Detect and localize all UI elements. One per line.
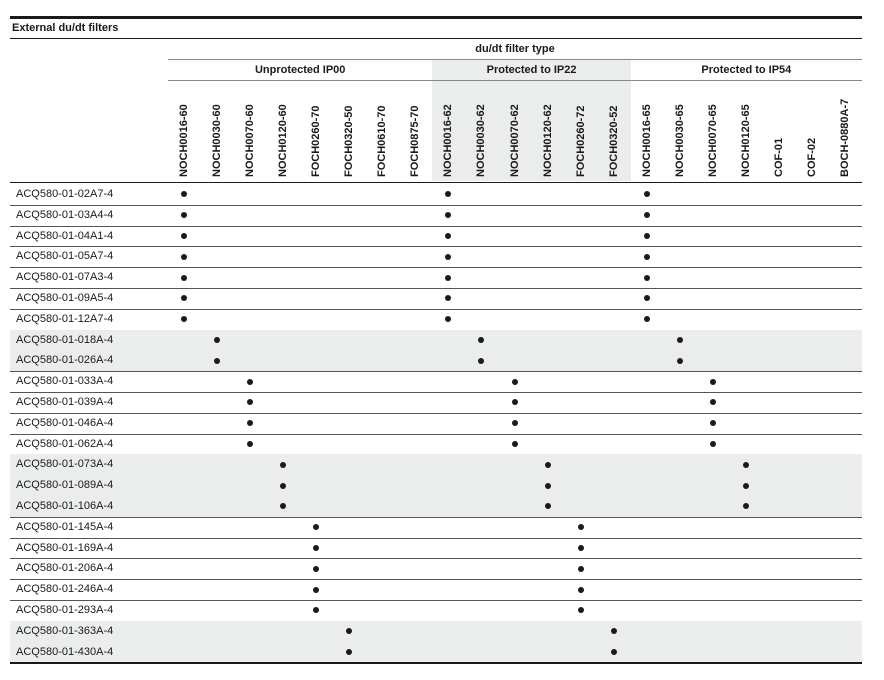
table-row [10, 434, 862, 455]
column-header-noch0070-65: NOCH0070-65 [706, 104, 719, 177]
compatibility-dot [214, 358, 220, 364]
table-row [10, 538, 862, 559]
row-label: ACQ580-01-062A-4 [16, 437, 114, 450]
row-label: ACQ580-01-03A4-4 [16, 208, 114, 221]
compatibility-dot [644, 316, 650, 322]
compatibility-dot [280, 483, 286, 489]
table-row [10, 246, 862, 267]
compatibility-dot [743, 462, 749, 468]
section-title: External du/dt filters [12, 22, 119, 34]
column-header-cof-02: COF-02 [805, 137, 818, 177]
compatibility-dot [644, 254, 650, 260]
compatibility-dot [710, 420, 716, 426]
table-row [10, 579, 862, 600]
compatibility-dot [677, 337, 683, 343]
column-header-foch0260-72: FOCH0260-72 [574, 105, 587, 177]
compatibility-dot [512, 420, 518, 426]
compatibility-dot [280, 462, 286, 468]
row-label: ACQ580-01-033A-4 [16, 375, 114, 388]
compatibility-dot [578, 545, 584, 551]
table-row [10, 350, 862, 371]
compatibility-dot [181, 233, 187, 239]
column-header-foch0875-70: FOCH0875-70 [409, 105, 422, 177]
column-header-noch0016-65: NOCH0016-65 [640, 104, 653, 177]
compatibility-dot [512, 441, 518, 447]
filter-type-supertitle: du/dt filter type [475, 43, 555, 55]
ip22-header-shade [432, 60, 630, 181]
column-header-foch0320-52: FOCH0320-52 [607, 105, 620, 177]
compatibility-dot [545, 462, 551, 468]
row-label: ACQ580-01-430A-4 [16, 645, 114, 658]
table-row [10, 205, 862, 226]
table-row [10, 496, 862, 517]
compatibility-dot [545, 483, 551, 489]
table-row [10, 475, 862, 496]
row-label: ACQ580-01-169A-4 [16, 541, 114, 554]
row-label: ACQ580-01-039A-4 [16, 396, 114, 408]
compatibility-dot [313, 566, 319, 572]
table-row [10, 288, 862, 309]
compatibility-dot [578, 587, 584, 593]
compatibility-dot [181, 254, 187, 260]
group-header-1: Protected to IP22 [486, 64, 577, 76]
compatibility-dot [214, 337, 220, 343]
header-bottom-rule [10, 182, 862, 183]
row-label: ACQ580-01-089A-4 [16, 479, 114, 492]
column-header-boch-0880a-7: BOCH-0880A-7 [839, 98, 851, 177]
compatibility-dot [313, 587, 319, 593]
compatibility-dot [743, 483, 749, 489]
top-rule [10, 16, 862, 19]
column-header-foch0320-50: FOCH0320-50 [343, 105, 356, 177]
group-header-0: Unprotected IP00 [254, 64, 346, 76]
bottom-rule [10, 662, 862, 664]
compatibility-dot [181, 275, 187, 281]
row-label: ACQ580-01-04A1-4 [16, 229, 114, 242]
compatibility-dot [710, 379, 716, 385]
row-label: ACQ580-01-05A7-4 [16, 250, 114, 263]
compatibility-dot [677, 358, 683, 364]
row-label: ACQ580-01-09A5-4 [16, 292, 114, 304]
table-row [10, 330, 862, 351]
row-label: ACQ580-01-02A7-4 [16, 188, 114, 200]
table-row [10, 621, 862, 642]
row-label: ACQ580-01-026A-4 [16, 354, 114, 367]
compatibility-dot [247, 379, 253, 385]
table-row [10, 309, 862, 330]
row-label: ACQ580-01-07A3-4 [16, 271, 114, 284]
row-label: ACQ580-01-106A-4 [16, 500, 114, 512]
compatibility-dot [512, 379, 518, 385]
table-row [10, 267, 862, 288]
row-label: ACQ580-01-363A-4 [16, 624, 114, 637]
row-label: ACQ580-01-046A-4 [16, 416, 114, 429]
compatibility-dot [710, 441, 716, 447]
group-header-2: Protected to IP54 [701, 64, 792, 76]
row-label: ACQ580-01-12A7-4 [16, 312, 114, 325]
column-header-noch0016-60: NOCH0016-60 [178, 104, 190, 177]
column-header-foch0610-70: FOCH0610-70 [376, 105, 389, 177]
table-row [10, 517, 862, 538]
column-header-noch0120-62: NOCH0120-62 [541, 104, 554, 177]
table-row [10, 454, 862, 475]
compatibility-dot [578, 524, 584, 530]
table-row [10, 600, 862, 621]
table-row [10, 392, 862, 413]
row-label: ACQ580-01-145A-4 [16, 520, 114, 533]
compatibility-dot [611, 628, 617, 634]
compatibility-dot [644, 212, 650, 218]
compatibility-dot [644, 275, 650, 281]
column-header-noch0120-60: NOCH0120-60 [277, 104, 290, 177]
table-row [10, 226, 862, 247]
compatibility-dot [512, 399, 518, 405]
title-rule [10, 38, 862, 39]
table-row [10, 371, 862, 392]
column-header-noch0120-65: NOCH0120-65 [739, 104, 752, 177]
row-label: ACQ580-01-246A-4 [16, 583, 114, 596]
row-label: ACQ580-01-293A-4 [16, 604, 114, 616]
column-header-noch0070-60: NOCH0070-60 [244, 104, 257, 177]
column-header-noch0030-60: NOCH0030-60 [211, 104, 224, 177]
table-row [10, 642, 862, 663]
row-label: ACQ580-01-018A-4 [16, 333, 114, 346]
column-header-noch0030-65: NOCH0030-65 [673, 104, 686, 177]
compatibility-dot [644, 233, 650, 239]
column-header-noch0016-62: NOCH0016-62 [442, 104, 455, 177]
compatibility-dot [611, 649, 617, 655]
row-label: ACQ580-01-073A-4 [16, 458, 114, 471]
column-header-foch0260-70: FOCH0260-70 [310, 105, 323, 177]
compatibility-dot [545, 503, 551, 509]
row-label: ACQ580-01-206A-4 [16, 562, 114, 575]
table-row [10, 413, 862, 434]
column-header-noch0070-62: NOCH0070-62 [508, 104, 521, 177]
column-header-noch0030-62: NOCH0030-62 [475, 104, 488, 177]
table-row [10, 184, 862, 205]
column-header-cof-01: COF-01 [772, 137, 785, 177]
table-row [10, 558, 862, 579]
group-rule [168, 80, 862, 81]
compatibility-dot [578, 566, 584, 572]
